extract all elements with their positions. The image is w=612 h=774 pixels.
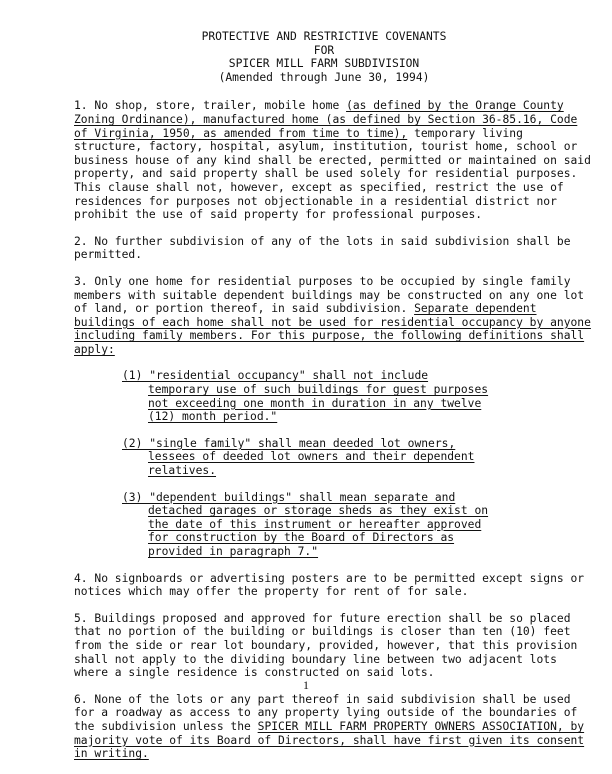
paragraph-6-body: 6. None of the lots or any part thereof in said subdivision shall be used for a roadway as access to any property lying outside of the boundaries of the subdivision unless the: [74, 692, 578, 733]
paragraph-3: [74, 275, 594, 357]
page-number: 1: [303, 678, 309, 692]
definitions-list: [122, 369, 492, 558]
title-line-2: FOR: [313, 43, 335, 57]
document-page: [74, 30, 594, 774]
definition-item: (3) "dependent buildings" shall mean separate and detached garages or storage sheds as they exist on the date of this instrument or hereafter approved for construction by the Board of Directors as provided in paragraph 7.": [122, 490, 489, 558]
paragraph-1-body: temporary living structure, factory, hospital, asylum, institution, tourist home, school or business house of any kind shall be erected, permitted or maintained on said property, and said property shall be used solely for residential purposes. This clause shall not, however, except as specified, restrict the use of residences for purposes not objectionable in a residential district nor prohibit the use of said property for professional purposes.: [74, 126, 591, 222]
title-line-4: (Amended through June 30, 1994): [218, 70, 430, 84]
paragraph-6: [74, 693, 594, 761]
document-title-block: [74, 30, 594, 84]
title-line-3: SPICER MILL FARM SUBDIVISION: [228, 57, 420, 71]
paragraph-5: 5. Buildings proposed and approved for future erection shall be so placed that no portion of the building or buildings is closer than ten (10) feet from the side or rear lot boundary, provided, however, that this provision shall not apply to the dividing boundary line between two adjacent lots where a single residence is constructed on said lots.: [74, 611, 578, 680]
paragraph-4: 4. No signboards or advertising posters are to be permitted except signs or notices which may offer the property for rent of for sale.: [74, 571, 585, 599]
paragraph-1-intro: 1. No shop, store, trailer, mobile home: [74, 99, 347, 113]
definition-item: (1) "residential occupancy" shall not include temporary use of such buildings for guest purposes not exceeding one month in duration in any twelve (12) month period.": [122, 369, 489, 424]
paragraph-2: 2. No further subdivision of any of the lots in said subdivision shall be permitted.: [74, 234, 571, 262]
paragraph-3-body: 3. Only one home for residential purposes to be occupied by single family members with suitable dependent buildings may be constructed on any one lot of land, or portion thereof, in said subdivision.: [74, 274, 585, 316]
paragraph-3-amendment: Separate dependent buildings of each home shall not be used for residential occupancy by anyone including family members. For this purpose, the following definitions shall apply:: [74, 302, 591, 356]
paragraph-6-amendment: SPICER MILL FARM PROPERTY OWNERS ASSOCIATION, by majority vote of its Board of Directors, shall have first given its consent in writing.: [74, 719, 585, 761]
definition-item: (2) "single family" shall mean deeded lot owners, lessees of deeded lot owners and their dependent relatives.: [122, 436, 475, 478]
paragraph-1-amendment: (as defined by the Orange County Zoning Ordinance), manufactured home (as defined by Section 36-85.16, Code of Virginia, 1950, as amended from time to time),: [74, 99, 578, 140]
title-line-1: PROTECTIVE AND RESTRICTIVE COVENANTS: [201, 30, 447, 43]
paragraph-1: [74, 99, 594, 221]
